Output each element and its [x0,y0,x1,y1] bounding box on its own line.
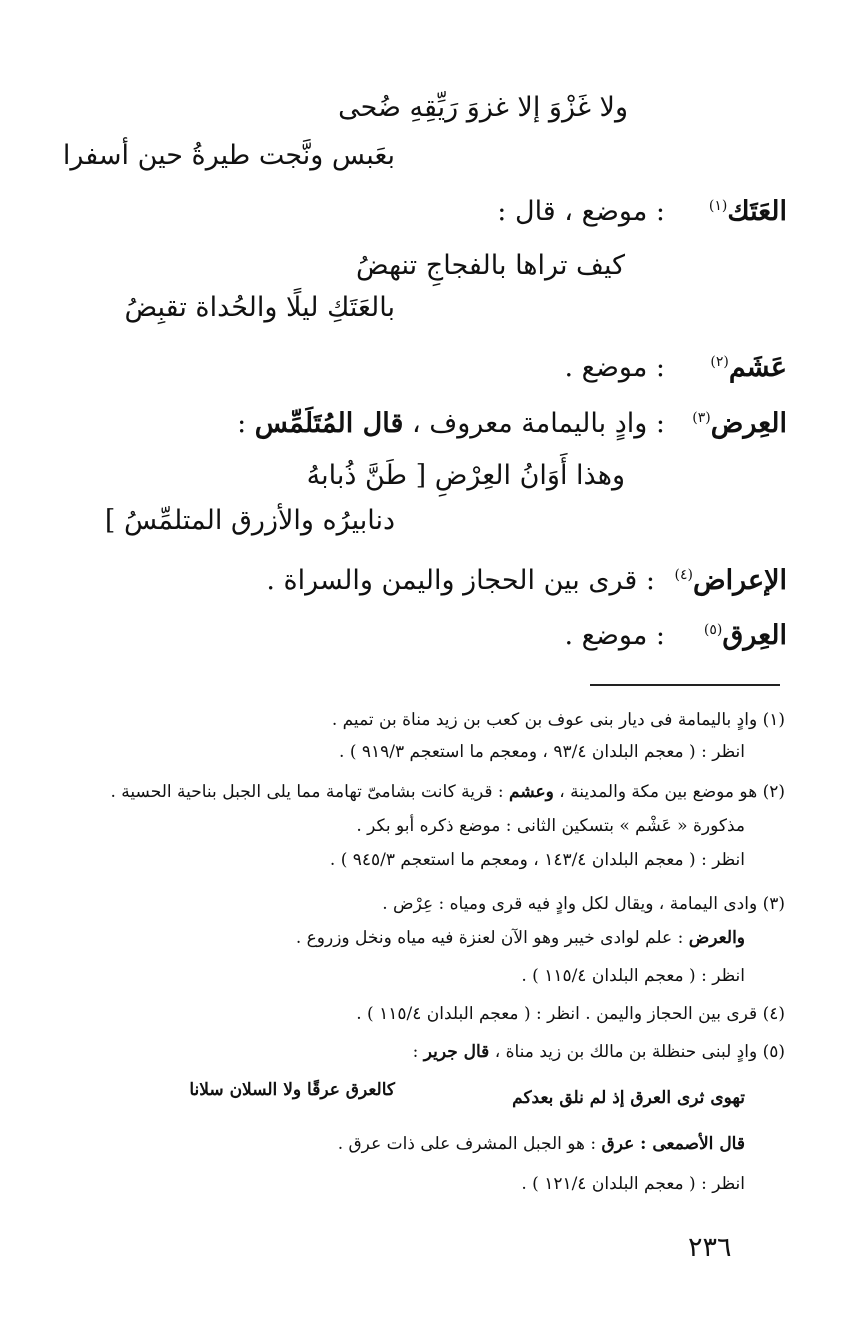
headword: العِرق [722,620,787,651]
headword: العَتَك [727,196,787,227]
poem2-line1: كيف تراها بالفجاجِ تنهضُ [356,250,625,281]
poem1-line1: ولا غَزْوَ إلا غزوَ رَيِّقِهِ ضُحى [338,92,628,123]
footnote-ref: (٤) [674,567,693,583]
definition-end: : [237,408,255,439]
definition-text: وادٍ باليمامة معروف ، [403,408,648,439]
footnote-1-line1: (١) وادٍ باليمامة فى ديار بنى عوف بن كعب بن زيد مناة بن تميم . [331,710,785,730]
footnote-text-end: : [412,1042,424,1062]
footnote-ref: (٥) [703,622,723,638]
footnote-5-line1 [413,1042,785,1062]
footnote-3-line2 [296,928,745,948]
entry-ird-headword [692,408,787,439]
footnote-3-line1: (٣) وادى اليمامة ، ويقال لكل وادٍ فيه قرى ومياه : عِرْض . [382,894,785,914]
page-number: ٢٣٦ [688,1232,732,1263]
footnote-bold: وعشم [509,782,554,802]
footnote-5-verse-right: تهوى ثرى العرق إذ لم نلق بعدكم [512,1088,745,1108]
poet-name: قال المُتَلَمِّس [254,408,404,439]
entry-irq-definition: : موضع . [564,620,665,651]
entry-ataka-definition: : موضع ، قال : [497,196,665,227]
footnote-ref: (٢) [710,354,729,370]
entry-ataka-headword [709,196,787,227]
footnote-2-line3: انظر : ( معجم البلدان ١٤٣/٤ ، ومعجم ما استعجم ٩٤٥/٣ ) . [329,850,745,870]
footnote-separator [590,684,780,686]
footnote-2-line1 [111,782,786,802]
footnote-3-line3: انظر : ( معجم البلدان ١١٥/٤ ) . [521,966,745,986]
footnote-text: (٢) هو موضع بين مكة والمدينة ، [553,782,785,802]
entry-ird-definition: : وادٍ باليمامة معروف ، قال المُتَلَمِّس : [237,408,665,439]
headword: العِرض [710,408,787,439]
headword: الإعراض [692,565,787,596]
definition-text: قرى بين الحجاز واليمن والسراة . [266,565,638,596]
poem2-line2: بالعَتَكِ ليلًا والحُداة تقبِضُ [124,292,395,323]
footnote-ref: (١) [708,198,728,214]
footnote-5-line4: انظر : ( معجم البلدان ١٢١/٤ ) . [521,1174,745,1194]
entry-aard-headword [674,565,787,596]
entry-aard-definition: : قرى بين الحجاز واليمن والسراة . [266,565,655,596]
footnote-bold: والعرض [688,928,745,948]
poem3-line2: دنابيرُه والأزرق المتلمِّسُ ] [104,505,395,536]
definition-text: موضع . [564,620,648,651]
footnote-bold: قال الأصمعى : عرق [601,1134,745,1154]
footnote-2-line2: مذكورة « عَشْم » بتسكين الثانى : موضع ذكره أبو بكر . [356,816,745,836]
footnote-1-line2: انظر : ( معجم البلدان ٩٣/٤ ، ومعجم ما استعجم ٩١٩/٣ ) . [339,742,745,762]
footnote-text-end: : علم لوادى خيبر وهو الآن لعنزة فيه مياه ونخل وزروع . [295,928,689,948]
poem3-line1: وهذا أَوَانُ العِرْضِ [ طَنَّ ذُبابهُ [306,460,625,491]
footnote-4-line1: (٤) قرى بين الحجاز واليمن . انظر : ( معجم البلدان ١١٥/٤ ) . [356,1004,785,1024]
footnote-text-end: : هو الجبل المشرف على ذات عرق . [337,1134,602,1154]
footnote-ref: (٣) [692,410,711,426]
entry-asham-headword [710,352,787,383]
footnote-5-line3 [338,1134,745,1154]
poem1-line2: بعَبس ونَّجت طيرةُ حين أسفرا [62,140,395,171]
footnote-5-verse-left: كالعرق عرقًا ولا السلان سلانا [189,1080,395,1100]
headword: عَشَم [728,352,787,383]
definition-text: موضع ، قال : [497,196,648,227]
footnote-bold: قال جرير [423,1042,490,1062]
definition-text: موضع . [564,352,648,383]
entry-asham-definition: : موضع . [564,352,665,383]
entry-irq-headword [704,620,787,651]
footnote-text: (٥) وادٍ لبنى حنظلة بن مالك بن زيد مناة ، [489,1042,785,1062]
footnote-text-end: : قرية كانت بشامىّ تهامة مما يلى الجبل بناحية الحسية . [110,782,510,802]
